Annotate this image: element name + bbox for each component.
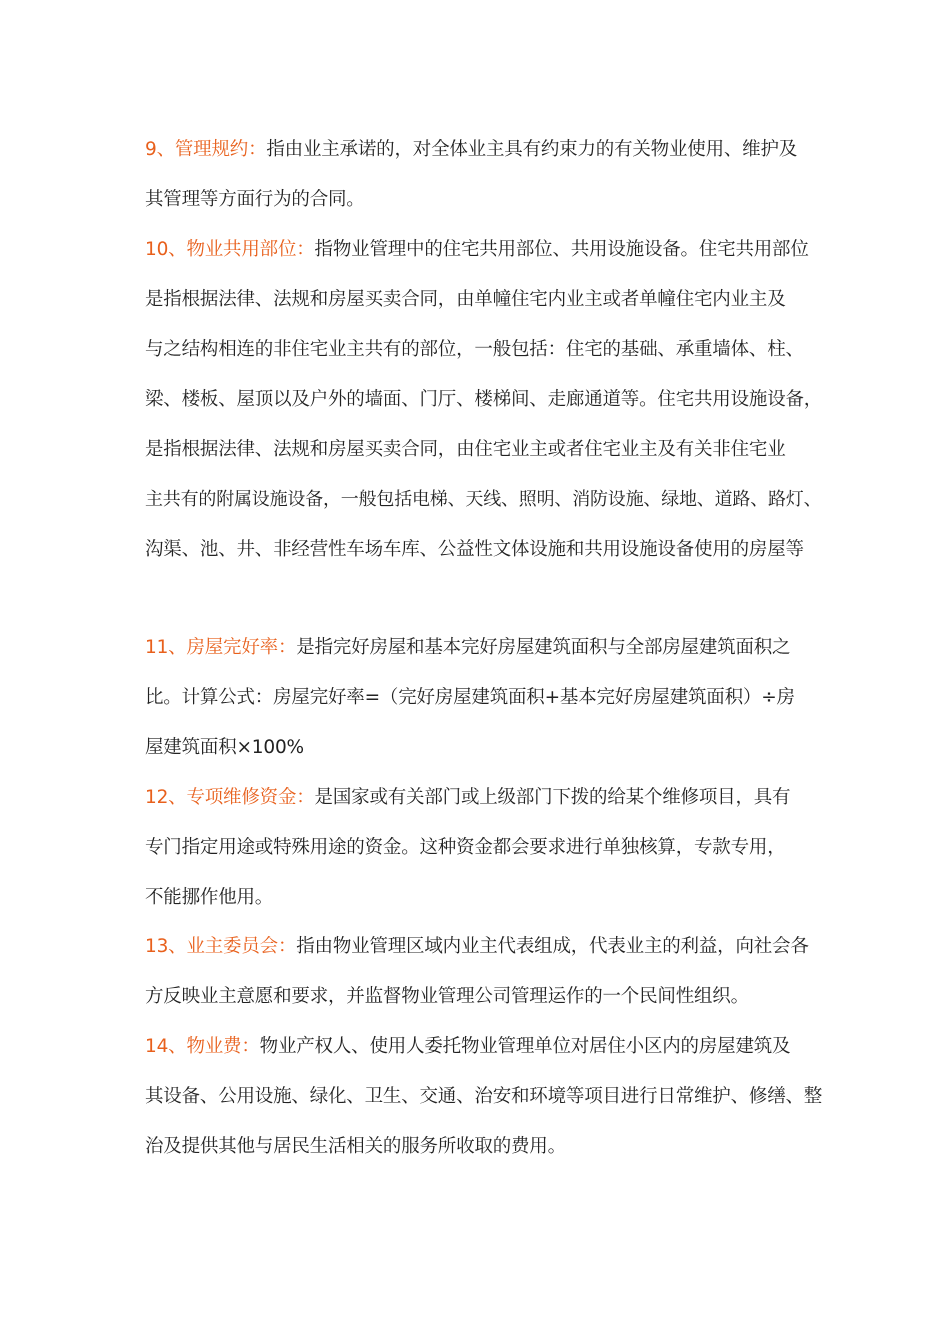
entry-term: 11、房屋完好率： <box>145 637 297 658</box>
entry-text: 指由物业管理区域内业主代表组成，代表业主的利益，向社会各 <box>296 936 809 957</box>
entry-line: 是指根据法律、法规和房屋买卖合同，由单幢住宅内业主或者单幢住宅内业主及 <box>145 289 786 310</box>
entry-14 <box>145 1022 825 1172</box>
entry-12 <box>145 773 825 923</box>
entry-line: 比。计算公式：房屋完好率=（完好房屋建筑面积+基本完好房屋建筑面积）÷房 <box>145 687 795 708</box>
entry-line: 治及提供其他与居民生活相关的服务所收取的费用。 <box>145 1136 566 1157</box>
entry-term: 9、管理规约： <box>145 139 267 160</box>
entry-line <box>145 773 825 823</box>
entry-text: 是国家或有关部门或上级部门下拨的给某个维修项目，具有 <box>314 787 791 808</box>
entry-10 <box>145 225 825 575</box>
entry-line: 主共有的附属设施设备，一般包括电梯、天线、照明、消防设施、绿地、道路、路灯、 <box>145 489 822 510</box>
entry-13 <box>145 922 825 1022</box>
entry-term: 14、物业费： <box>145 1036 260 1057</box>
entry-line <box>145 1022 825 1072</box>
entry-line: 屋建筑面积×100% <box>145 737 304 758</box>
entry-line <box>145 125 825 175</box>
entry-line <box>145 623 825 673</box>
entry-line: 沟渠、池、井、非经营性车场车库、公益性文体设施和共用设施设备使用的房屋等 <box>145 539 804 560</box>
entry-11 <box>145 623 825 773</box>
entry-line: 方反映业主意愿和要求，并监督物业管理公司管理运作的一个民间性组织。 <box>145 986 749 1007</box>
entry-line: 是指根据法律、法规和房屋买卖合同，由住宅业主或者住宅业主及有关非住宅业 <box>145 439 786 460</box>
entry-line <box>145 922 825 972</box>
entry-line: 梁、楼板、屋顶以及户外的墙面、门厅、楼梯间、走廊通道等。住宅共用设施设备， <box>145 389 823 410</box>
entry-line: 其设备、公用设施、绿化、卫生、交通、治安和环境等项目进行日常维护、修缮、整 <box>145 1086 823 1107</box>
entry-9 <box>145 125 825 225</box>
entry-text: 是指完好房屋和基本完好房屋建筑面积与全部房屋建筑面积之 <box>296 637 791 658</box>
entry-term: 10、物业共用部位： <box>145 239 315 260</box>
entry-line: 不能挪作他用。 <box>145 887 274 908</box>
entry-term: 12、专项维修资金： <box>145 787 315 808</box>
entry-line: 其管理等方面行为的合同。 <box>145 189 365 210</box>
entry-line: 与之结构相连的非住宅业主共有的部位，一般包括：住宅的基础、承重墙体、柱、 <box>145 339 804 360</box>
entry-text: 物业产权人、使用人委托物业管理单位对居住小区内的房屋建筑及 <box>259 1036 791 1057</box>
entry-term: 13、业主委员会： <box>145 936 297 957</box>
entry-text: 指由业主承诺的，对全体业主具有约束力的有关物业使用、维护及 <box>266 139 798 160</box>
entry-text: 指物业管理中的住宅共用部位、共用设施设备。住宅共用部位 <box>314 239 809 260</box>
entry-line <box>145 225 825 275</box>
entry-line: 专门指定用途或特殊用途的资金。这种资金都会要求进行单独核算，专款专用， <box>145 837 786 858</box>
